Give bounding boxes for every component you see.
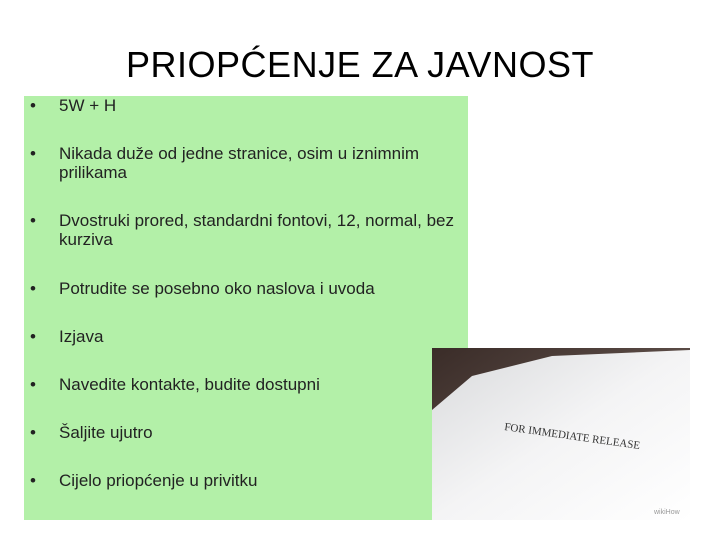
stamp-text: FOR IMMEDIATE RELEASE [503, 421, 641, 453]
bullet-dot: • [30, 327, 36, 346]
slide-title: PRIOPĆENJE ZA JAVNOST [126, 44, 594, 85]
press-release-photo [432, 348, 690, 520]
bullet-text: Šaljite ujutro [59, 423, 153, 442]
bullet-dot: • [30, 211, 36, 230]
bullet-text: Izjava [59, 327, 104, 346]
bullet-dot: • [30, 375, 36, 394]
bullet-dot: • [30, 144, 36, 163]
bullet-dot: • [30, 96, 36, 115]
bullet-dot: • [30, 423, 36, 442]
bullet-dot: • [30, 279, 36, 298]
bullet-text: 5W + H [59, 96, 117, 115]
bullet-text: Dvostruki prored, standardni fontovi, 12, normal, bez kurziva [59, 211, 454, 249]
bullet-text: Potrudite se posebno oko naslova i uvoda [59, 279, 375, 298]
press-release-photo-svg [432, 348, 690, 520]
bullet-text: Cijelo priopćenje u privitku [59, 471, 258, 490]
watermark: wikiHow [654, 509, 680, 516]
bullet-text: Navedite kontakte, budite dostupni [59, 375, 320, 394]
bullet-text: Nikada duže od jedne stranice, osim u iznimnim prilikama [59, 144, 420, 182]
bullet-dot: • [30, 471, 36, 490]
